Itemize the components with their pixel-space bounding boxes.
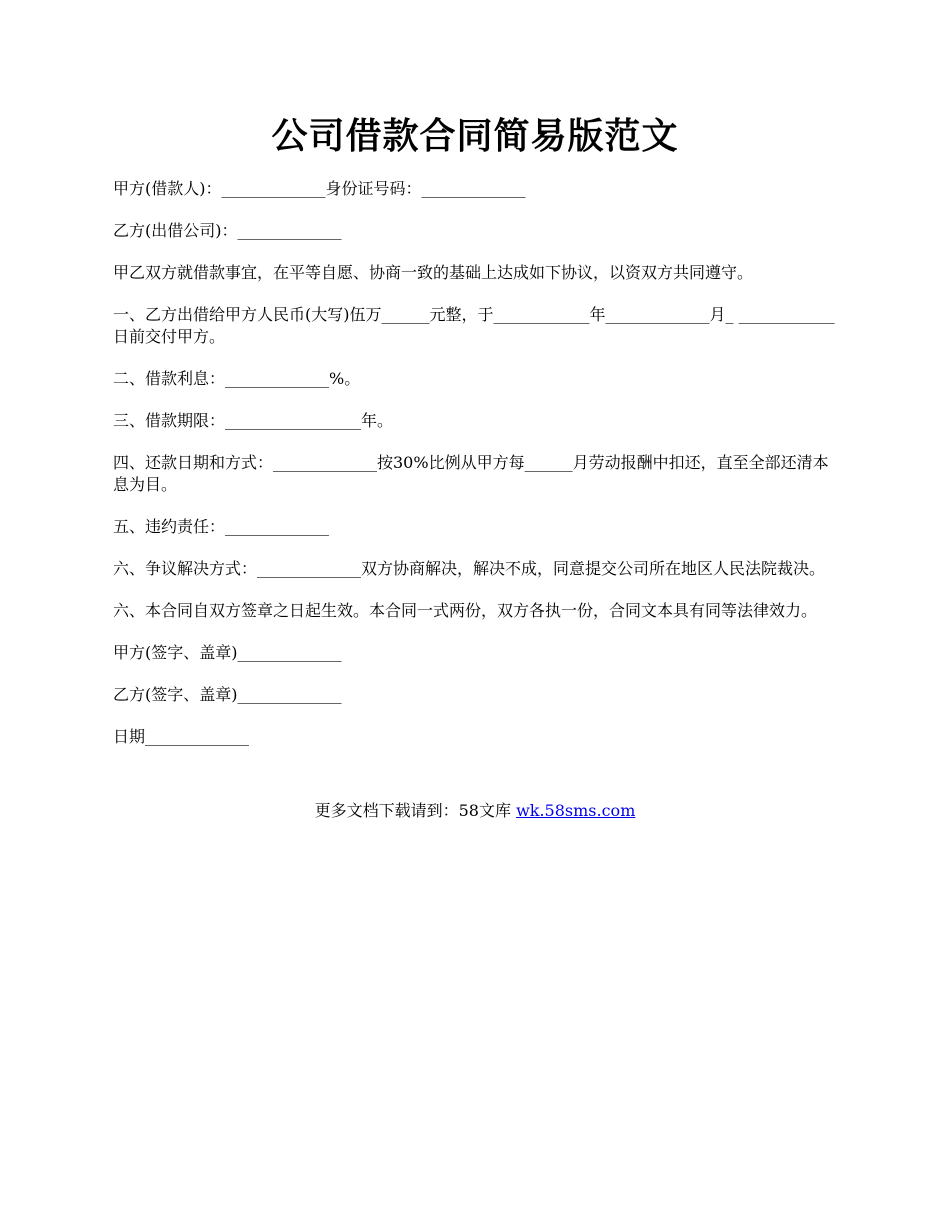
clause-1-loan-amount: 一、乙方出借给甲方人民币(大写)伍万______元整，于____________年_____________月_ ____________日前交付甲方。	[113, 305, 835, 346]
agreement-intro: 甲乙双方就借款事宜，在平等自愿、协商一致的基础上达成如下协议，以资双方共同遵守。	[113, 263, 754, 282]
document-body	[113, 178, 843, 768]
party-a-signature: 甲方(签字、盖章)_____________	[113, 643, 342, 662]
clause-5-liability: 五、违约责任：_____________	[113, 517, 330, 536]
clause-2-interest: 二、借款利息：_____________%。	[113, 369, 361, 388]
party-b-signature: 乙方(签字、盖章)_____________	[113, 685, 342, 704]
clause-6-dispute: 六、争议解决方式：_____________双方协商解决，解决不成，同意提交公司所在地区人民法院裁决。	[113, 559, 826, 578]
date-line: 日期_____________	[113, 727, 250, 746]
clause-4-repayment: 四、还款日期和方式：_____________按30%比例从甲方每______月劳动报酬中扣还，直至全部还清本息为目。	[113, 453, 829, 494]
party-a-line: 甲方(借款人)：_____________身份证号码：_____________	[113, 179, 526, 198]
clause-6-effect: 六、本合同自双方签章之日起生效。本合同一式两份，双方各执一份，合同文本具有同等法律效力。	[113, 601, 818, 620]
footer	[0, 800, 950, 822]
document-title: 公司借款合同简易版范文	[271, 115, 679, 157]
clause-3-term: 三、借款期限：_________________年。	[113, 411, 394, 430]
footer-text: 更多文档下载请到：58文库	[314, 801, 517, 820]
footer-link[interactable]: wk.58sms.com	[516, 801, 636, 820]
party-b-line: 乙方(出借公司)：_____________	[113, 221, 342, 240]
